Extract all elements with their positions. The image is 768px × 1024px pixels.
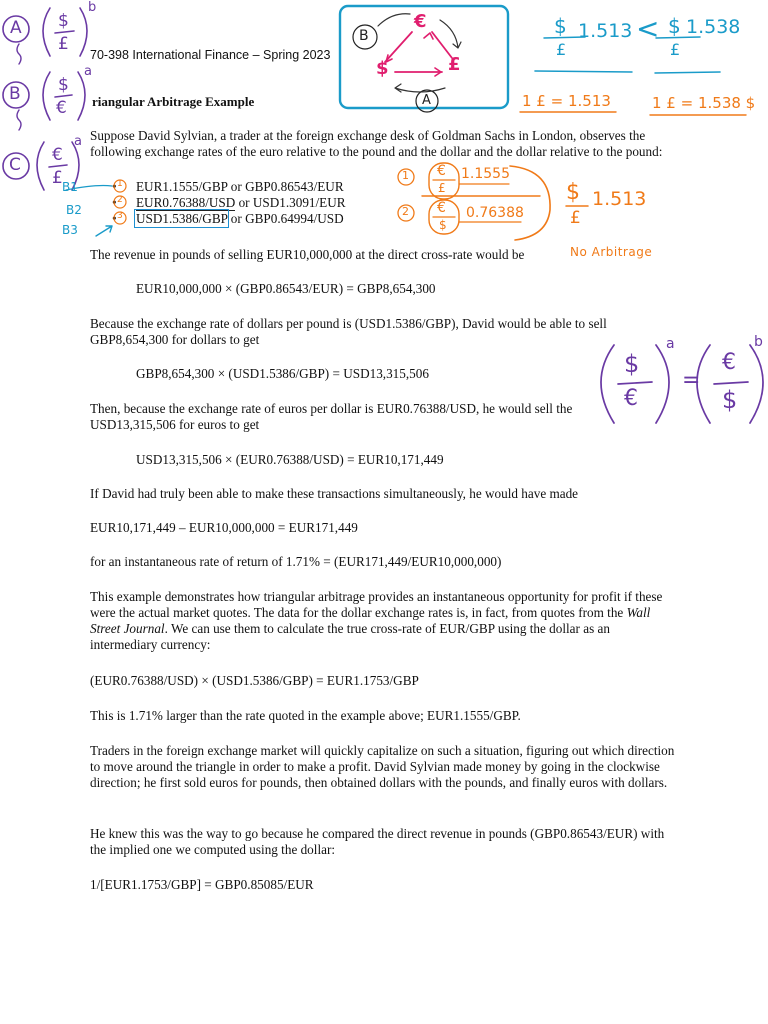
ink-rate-1538: 1.538 xyxy=(686,16,741,38)
paragraph-larger: This is 1.71% larger than the rate quoted in the example above; EUR1.1555/GBP. xyxy=(90,708,521,723)
quote-3-direct: USD1.5386/GBP xyxy=(136,211,228,226)
equation-6: 1/[EUR1.1753/GBP] = GBP0.85085/EUR xyxy=(90,877,314,892)
ink-b2: B2 xyxy=(66,203,82,217)
paragraph-example: This example demonstrates how triangular arbitrage provides an instantaneous opportunity for profit if these were the actual market quotes. The data for the dollar exchange rates is, in fact, from quotes from the Wall Street Journal. We can use them to calculate the true cross-rate of EUR/GBP using the dollar as an intermediary currency: xyxy=(90,589,663,652)
ink-label-C: C xyxy=(9,155,21,175)
paragraph-euros: Then, because the exchange rate of euros per dollar is EUR0.76388/USD, he would sell the USD13,315,506 for euros to get xyxy=(90,401,573,432)
quote-line-3: • USD1.5386/GBP or GBP0.64994/USD xyxy=(112,211,344,226)
paragraph-dollars: Because the exchange rate of dollars per pound is (USD1.5386/GBP), David would be able to sell GBP8,654,300 for dollars to get xyxy=(90,316,607,347)
quote-1-direct: EUR1.1555/GBP xyxy=(136,179,228,194)
equation-4: EUR10,171,449 – EUR10,000,000 = EUR171,449 xyxy=(90,520,358,535)
triangle-label-A: A xyxy=(422,93,431,108)
ink-calc-076388: 0.76388 xyxy=(466,205,524,221)
paragraph-compare: He knew this was the way to go because he compared the direct revenue in pounds (GBP0.86543/EUR) with the implied one we computed using the dollar: xyxy=(90,826,665,857)
page-title: riangular Arbitrage Example xyxy=(92,94,255,109)
paragraph-revenue: The revenue in pounds of selling EUR10,000,000 at the direct cross-rate would be xyxy=(90,247,525,262)
ink-b3: B3 xyxy=(62,223,78,237)
ink-label-A: A xyxy=(10,18,22,38)
equation-5: (EUR0.76388/USD) × (USD1.5386/GBP) = EUR1.1753/GBP xyxy=(90,673,419,688)
quote-1-indirect: GBP0.86543/EUR xyxy=(245,179,344,194)
equation-1: EUR10,000,000 × (GBP0.86543/EUR) = GBP8,654,300 xyxy=(136,281,436,296)
ink-calc-result: 1.513 xyxy=(592,188,647,210)
triangle-dollar: $ xyxy=(376,58,389,79)
triangle-pound: £ xyxy=(448,54,461,75)
wsj-citation: Wall Street Journal xyxy=(90,605,651,636)
ink-rate-1513: 1.513 xyxy=(578,20,633,42)
triangle-label-B: B xyxy=(359,28,369,44)
equation-3: USD13,315,506 × (EUR0.76388/USD) = EUR10,171,449 xyxy=(136,452,444,467)
paragraph-traders: Traders in the foreign exchange market will quickly capitalize on such a situation, figuring out which direction to move around the triangle in order to make a profit. David Sylvian made money by going in the clockwise direction; he first sold euros for pounds, then obtained dollars with the pounds, and finally euros with dollars. xyxy=(90,743,675,790)
quote-line-1: • EUR1.1555/GBP or GBP0.86543/EUR xyxy=(112,179,344,194)
ink-label-B: B xyxy=(9,84,21,104)
paragraph-simultaneous: If David had truly been able to make these transactions simultaneously, he would have made xyxy=(90,486,579,501)
ink-calc-11555: 1.1555 xyxy=(461,166,510,182)
quote-line-2: • EUR0.76388/USD or USD1.3091/EUR xyxy=(112,195,346,210)
triangle-euro: € xyxy=(414,11,427,32)
ink-no-arbitrage: No Arbitrage xyxy=(570,245,653,259)
quote-2-direct: EUR0.76388/USD xyxy=(136,195,236,210)
ink-b1: B1 xyxy=(62,180,78,194)
quote-3-indirect: GBP0.64994/USD xyxy=(245,211,344,226)
paragraph-return: for an instantaneous rate of return of 1.71% = (EUR171,449/EUR10,000,000) xyxy=(90,554,502,569)
intro-paragraph: Suppose David Sylvian, a trader at the foreign exchange desk of Goldman Sachs in London, observes the following exchange rates of the euro relative to the pound and the dollar and the dollar relative to the pound: xyxy=(90,128,663,159)
equation-2: GBP8,654,300 × (USD1.5386/GBP) = USD13,315,506 xyxy=(136,366,429,381)
course-header: 70-398 International Finance – Spring 2023 xyxy=(90,48,331,62)
quote-2-indirect: USD1.3091/EUR xyxy=(252,195,346,210)
